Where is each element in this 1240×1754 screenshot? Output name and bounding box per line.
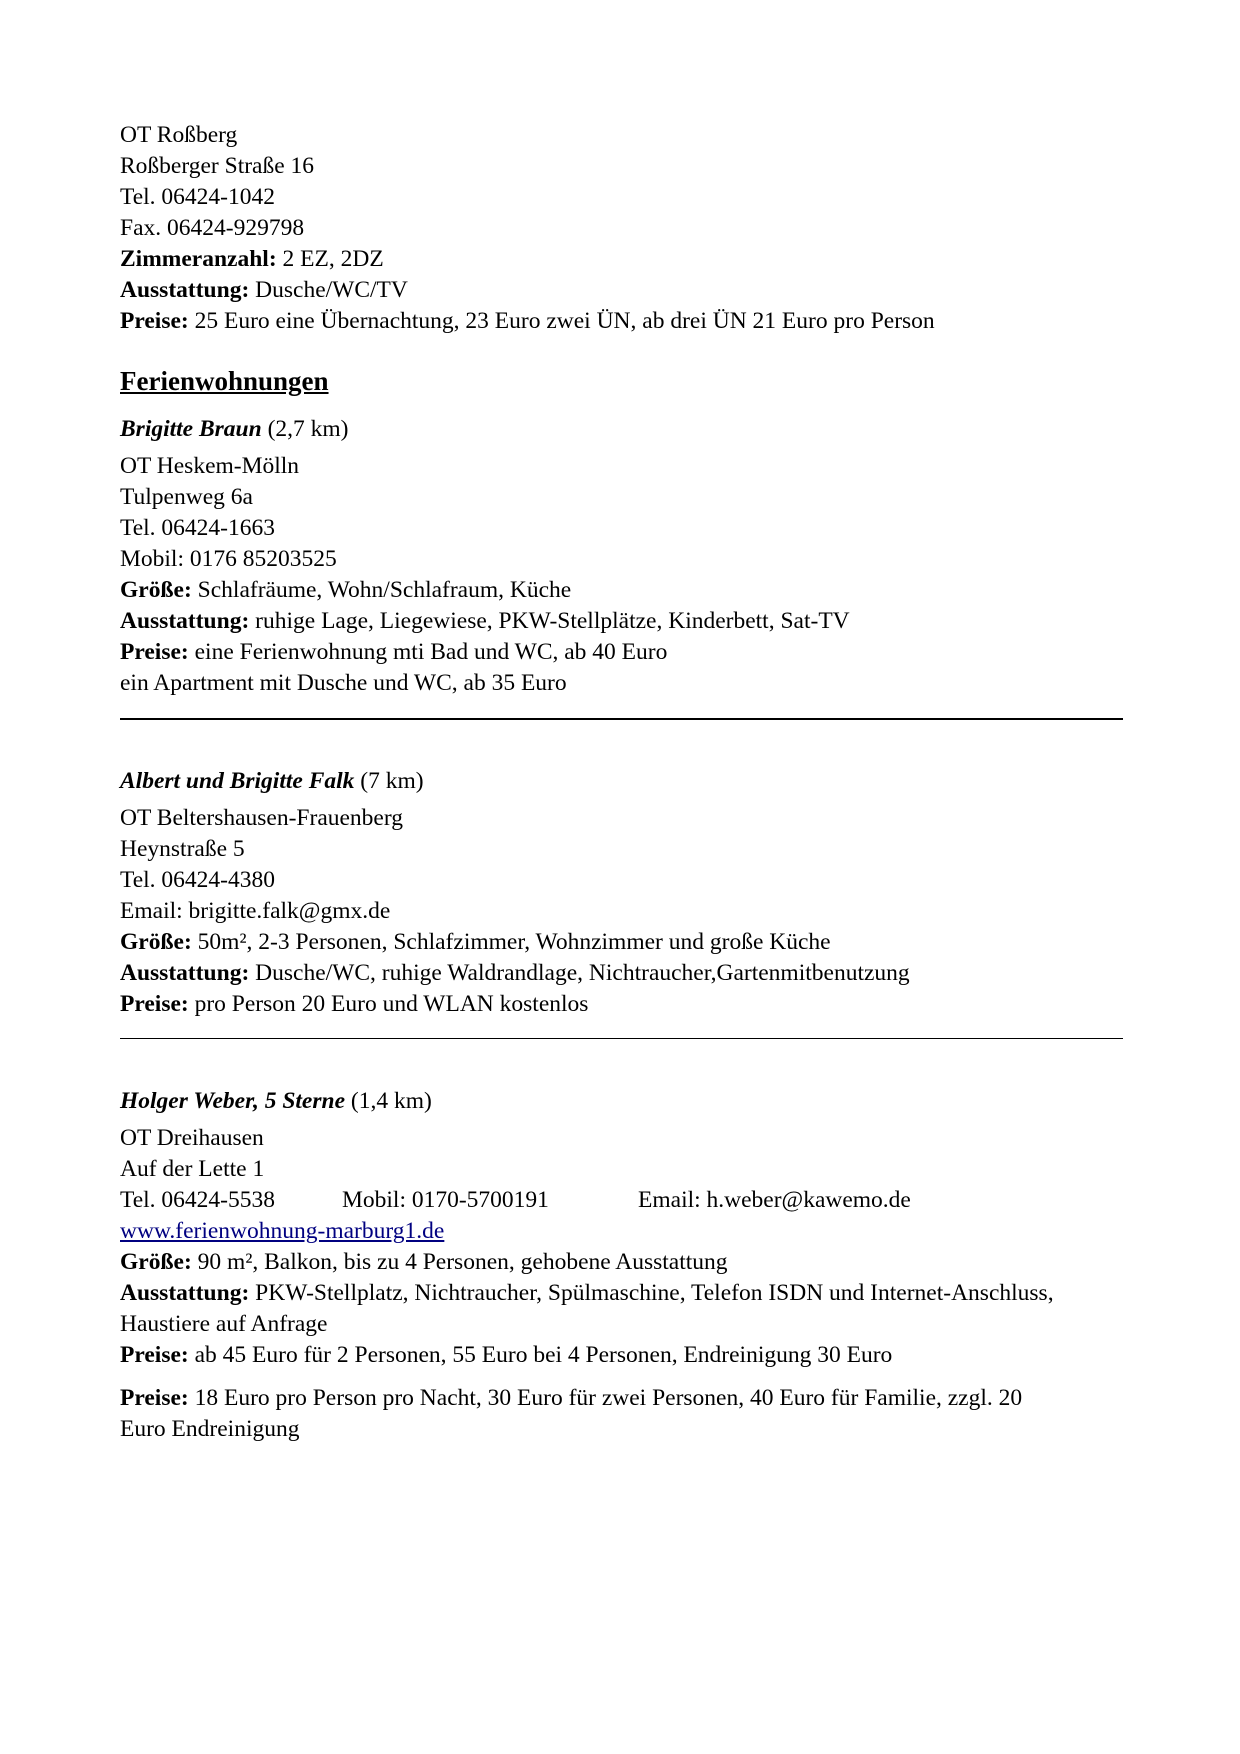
entry-1-street: Tulpenweg 6a [120,484,253,510]
top-rooms [120,244,384,274]
entry-1-distance: (2,7 km) [261,416,349,442]
entry-3-distance: (1,4 km) [345,1088,432,1114]
entry-3-website-line [120,1216,444,1246]
entry-2-email: Email: brigitte.falk@gmx.de [120,898,391,924]
entry-2-prices-value: pro Person 20 Euro und WLAN kostenlos [188,991,589,1017]
entry-3-website-link[interactable]: www.ferienwohnung-marburg1.de [120,1218,445,1244]
entry-1-prices [120,637,667,667]
entry-1-equipment-label: Ausstattung: [120,608,250,634]
section-heading: Ferienwohnungen [120,366,329,396]
entry-2-district: OT Beltershausen-Frauenberg [120,805,404,831]
entry-2-name: Albert und Brigitte Falk [120,768,355,794]
entry-3-size-label: Größe: [120,1249,192,1275]
entry-1-title [120,414,349,444]
entry-1-prices-label: Preise: [120,639,189,665]
top-prices-value: 25 Euro eine Übernachtung, 23 Euro zwei ÜN, ab drei ÜN 21 Euro pro Person [188,308,935,334]
entry-2-distance: (7 km) [354,768,424,794]
top-prices-label: Preise: [120,308,189,334]
top-rooms-label: Zimmeranzahl: [120,246,277,272]
entry-1-mobile: Mobil: 0176 85203525 [120,546,337,572]
entry-3-prices2 [120,1383,1022,1413]
entry-3-prices2-extra: Euro Endreinigung [120,1416,300,1442]
entry-1-equipment-value: ruhige Lage, Liegewiese, PKW-Stellplätze, Kinderbett, Sat-TV [249,608,850,634]
entry-1-size-label: Größe: [120,577,192,603]
entry-3-prices [120,1340,892,1370]
entry-3-equipment-label: Ausstattung: [120,1280,250,1306]
entry-2-street: Heynstraße 5 [120,836,245,862]
entry-2-prices [120,989,588,1019]
top-prices [120,306,935,336]
entry-3-title [120,1086,432,1116]
separator-1 [120,718,1123,720]
entry-2-equipment-label: Ausstattung: [120,960,250,986]
top-fax: Fax. 06424-929798 [120,215,305,241]
entry-3-district: OT Dreihausen [120,1125,264,1151]
entry-1-name: Brigitte Braun [120,416,262,442]
entry-3-email: Email: h.weber@kawemo.de [638,1187,911,1213]
entry-3-size [120,1247,728,1277]
entry-3-prices2-label: Preise: [120,1385,189,1411]
entry-3-prices-label: Preise: [120,1342,189,1368]
top-rooms-value: 2 EZ, 2DZ [276,246,384,272]
entry-3-street: Auf der Lette 1 [120,1156,265,1182]
top-equipment-label: Ausstattung: [120,277,250,303]
entry-1-district: OT Heskem-Mölln [120,453,300,479]
top-tel: Tel. 06424-1042 [120,184,275,210]
entry-2-title [120,766,424,796]
entry-2-equipment-value: Dusche/WC, ruhige Waldrandlage, Nichtraucher,Gartenmitbenutzung [249,960,910,986]
top-equipment-value: Dusche/WC/TV [249,277,408,303]
entry-3-size-value: 90 m², Balkon, bis zu 4 Personen, gehobene Ausstattung [191,1249,728,1275]
entry-3-contacts [120,1185,1123,1215]
entry-3-prices2-value: 18 Euro pro Person pro Nacht, 30 Euro für zwei Personen, 40 Euro für Familie, zzgl. 20 [188,1385,1023,1411]
separator-2 [120,1038,1123,1039]
entry-2-equipment [120,958,910,988]
entry-2-size-label: Größe: [120,929,192,955]
entry-2-tel: Tel. 06424-4380 [120,867,275,893]
entry-1-equipment [120,606,850,636]
entry-2-size-value: 50m², 2-3 Personen, Schlafzimmer, Wohnzimmer und große Küche [191,929,831,955]
entry-1-prices-extra: ein Apartment mit Dusche und WC, ab 35 Euro [120,670,567,696]
entry-3-equipment-value: PKW-Stellplatz, Nichtraucher, Spülmaschine, Telefon ISDN und Internet-Anschluss, [249,1280,1054,1306]
entry-3-prices-value: ab 45 Euro für 2 Personen, 55 Euro bei 4 Personen, Endreinigung 30 Euro [188,1342,893,1368]
entry-3-tel: Tel. 06424-5538 [120,1187,275,1213]
entry-3-mobile: Mobil: 0170-5700191 [342,1187,549,1213]
top-street: Roßberger Straße 16 [120,153,315,179]
entry-3-equipment-extra: Haustiere auf Anfrage [120,1311,328,1337]
top-district: OT Roßberg [120,122,238,148]
entry-1-size-value: Schlafräume, Wohn/Schlafraum, Küche [191,577,572,603]
entry-3-equipment [120,1278,1054,1308]
entry-3-name: Holger Weber, 5 Sterne [120,1088,345,1114]
entry-2-size [120,927,831,957]
entry-1-size [120,575,571,605]
top-equipment [120,275,408,305]
entry-2-prices-label: Preise: [120,991,189,1017]
entry-1-prices-value: eine Ferienwohnung mti Bad und WC, ab 40 Euro [188,639,668,665]
entry-1-tel: Tel. 06424-1663 [120,515,275,541]
